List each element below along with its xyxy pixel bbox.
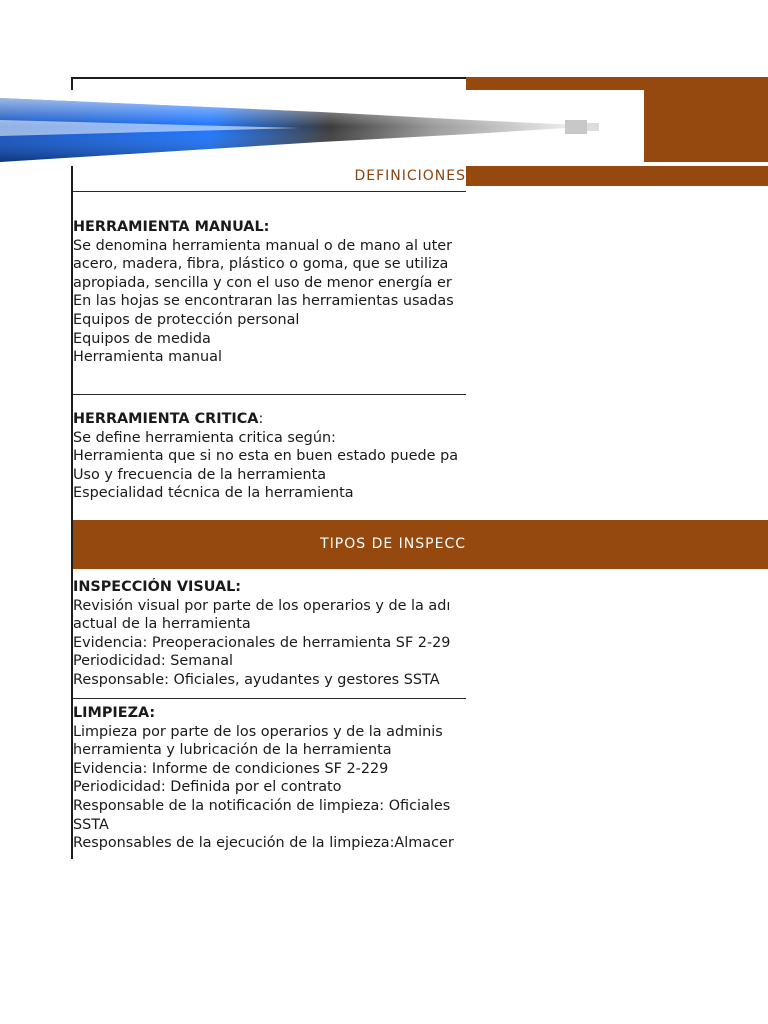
critica-line: Especialidad técnica de la herramienta: [73, 485, 354, 502]
limpieza-line: Responsables de la ejecución de la limpieza:Almacer: [73, 835, 454, 852]
visual-line: Periodicidad: Semanal: [73, 653, 234, 670]
critica-section: [73, 410, 466, 503]
manual-section: [73, 218, 466, 367]
visual-line: actual de la herramienta: [73, 616, 251, 633]
manual-line: Equipos de protección personal: [73, 311, 300, 328]
manual-line: Se denomina herramienta manual o de mano al uter: [73, 237, 453, 254]
manual-heading: HERRAMIENTA MANUAL:: [73, 219, 270, 235]
sheet-top-border: [71, 77, 466, 79]
critica-heading: HERRAMIENTA CRITICA: [73, 411, 259, 427]
manual-line: Equipos de medida: [73, 330, 211, 347]
divider: [73, 191, 466, 192]
critica-heading-suffix: :: [258, 411, 264, 427]
limpieza-line: Evidencia: Informe de condiciones SF 2-229: [73, 760, 389, 777]
pen-banner-icon: [0, 90, 644, 166]
definitions-header: DEFINICIONES: [354, 168, 466, 184]
visual-line: Revisión visual por parte de los operarios y de la adı: [73, 597, 451, 614]
limpieza-line: Periodicidad: Definida por el contrato: [73, 779, 342, 796]
divider: [73, 394, 466, 395]
critica-line: Se define herramienta critica según:: [73, 429, 336, 446]
limpieza-section: [73, 704, 466, 853]
visual-section: [73, 578, 466, 690]
visual-line: Evidencia: Preoperacionales de herramienta SF 2-29: [73, 634, 451, 651]
limpieza-line: herramienta y lubricación de la herramienta: [73, 742, 392, 759]
manual-line: En las hojas se encontraran las herramientas usadas: [73, 293, 454, 310]
critica-line: Herramienta que si no esta en buen estado puede pa: [73, 448, 459, 465]
limpieza-line: SSTA: [73, 816, 109, 833]
manual-line: Herramienta manual: [73, 349, 222, 366]
limpieza-heading: LIMPIEZA:: [73, 705, 156, 721]
manual-line: acero, madera, fibra, plástico o goma, que se utiliza: [73, 256, 449, 273]
limpieza-line: Limpieza por parte de los operarios y de la adminis: [73, 723, 443, 740]
manual-line: apropiada, sencilla y con el uso de menor energía er: [73, 274, 452, 291]
critica-line: Uso y frecuencia de la herramienta: [73, 466, 327, 483]
limpieza-line: Responsable de la notificación de limpieza: Oficiales: [73, 797, 451, 814]
visual-line: Responsable: Oficiales, ayudantes y gestores SSTA: [73, 671, 440, 688]
visual-heading: INSPECCIÓN VISUAL:: [73, 579, 242, 595]
tipos-header: TIPOS DE INSPECC: [320, 536, 466, 552]
divider: [73, 698, 466, 699]
